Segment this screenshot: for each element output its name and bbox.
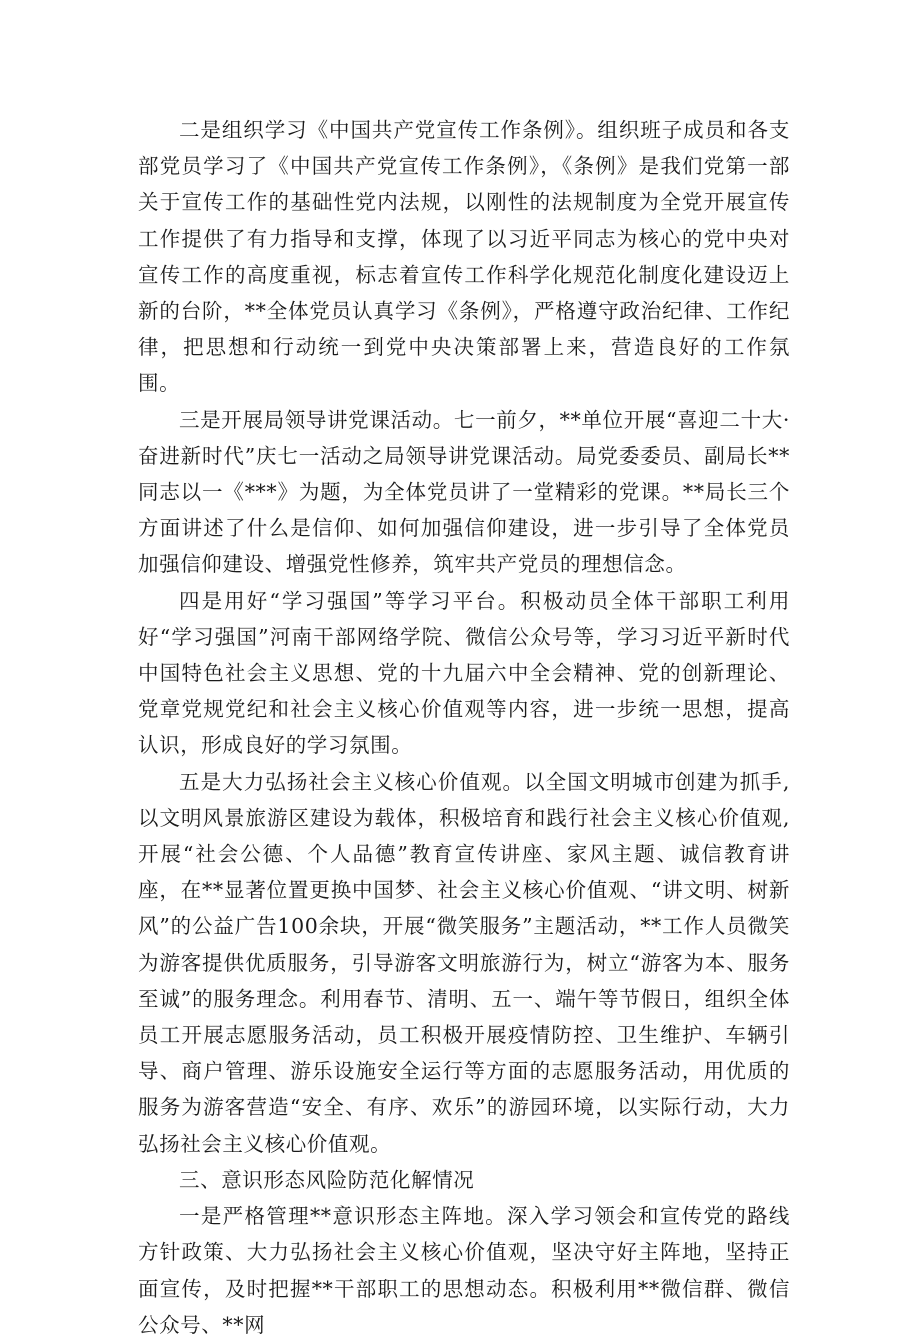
- paragraph-study-regulations: 二是组织学习《中国共产党宣传工作条例》。组织班子成员和各支部党员学习了《中国共产党宣传工作条例》，《条例》是我们党第一部关于宣传工作的基础性党内法规，以刚性的法规制度为全党开展宣传工作提供了有力指导和支撑，体现了以习近平同志为核心的党中央对宣传工作的高度重视，标志着宣传工作科学化规范化制度化建设迈上新的台阶，**全体党员认真学习《条例》，严格遵守政治纪律、工作纪律，把思想和行动统一到党中央决策部署上来，营造良好的工作氛围。: [138, 118, 790, 396]
- section-heading: 三、意识形态风险防范化解情况: [179, 1167, 475, 1192]
- paragraph-party-lecture: 三是开展局领导讲党课活动。七一前夕，**单位开展“喜迎二十大·奋进新时代”庆七一活动之局领导讲党课活动。局党委委员、副局长**同志以一《***》为题，为全体党员讲了一堂精彩的党课。**局长三个方面讲述了什么是信仰、如何加强信仰建设，进一步引导了全体党员加强信仰建设、增强党性修养，筑牢共产党员的理想信念。: [138, 407, 790, 577]
- paragraph-ideology-position: 一是严格管理**意识形态主阵地。深入学习领会和宣传党的路线方针政策、大力弘扬社会主义核心价值观，坚决守好主阵地，坚持正面宣传，及时把握**干部职工的思想动态。积极利用**微信群、微信公众号、**网: [138, 1204, 790, 1337]
- paragraph-core-values: 五是大力弘扬社会主义核心价值观。以全国文明城市创建为抓手,以文明风景旅游区建设为载体，积极培育和践行社会主义核心价值观,开展“社会公德、个人品德”教育宣传讲座、家风主题、诚信教育讲座，在**显著位置更换中国梦、社会主义核心价值观、“讲文明、树新风”的公益广告100余块，开展“微笑服务”主题活动，**工作人员微笑为游客提供优质服务，引导游客文明旅游行为，树立“游客为本、服务至诚”的服务理念。利用春节、清明、五一、端午等节假日，组织全体员工开展志愿服务活动，员工积极开展疫情防控、卫生维护、车辆引导、商户管理、游乐设施安全运行等方面的志愿服务活动，用优质的服务为游客营造“安全、有序、欢乐”的游园环境，以实际行动，大力弘扬社会主义核心价值观。: [138, 769, 790, 1156]
- paragraph-learning-platform: 四是用好“学习强国”等学习平台。积极动员全体干部职工利用好“学习强国”河南干部网络学院、微信公众号等，学习习近平新时代中国特色社会主义思想、党的十九届六中全会精神、党的创新理论、党章党规党纪和社会主义核心价值观等内容，进一步统一思想，提高认识，形成良好的学习氛围。: [138, 588, 790, 758]
- document-body: [138, 112, 790, 1343]
